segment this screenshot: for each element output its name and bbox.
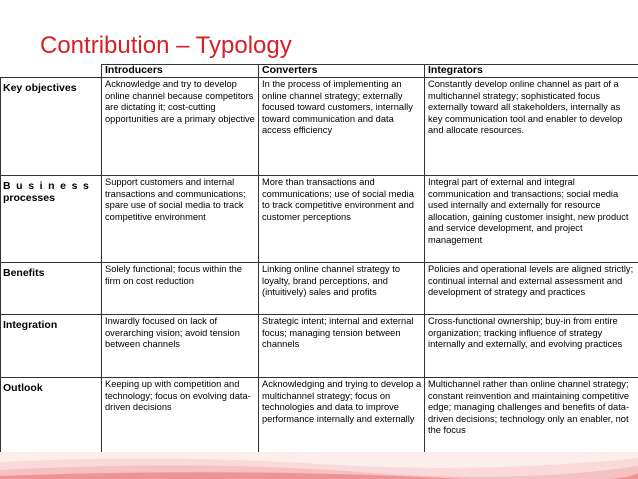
slide-title: Contribution – Typology xyxy=(40,32,292,59)
row-label-key-objectives: Key objectives xyxy=(1,78,102,176)
table-row-key-objectives xyxy=(1,78,638,176)
cell-introducers-benefits: Solely functional; focus within the firm on cost reduction xyxy=(102,263,259,315)
row-label-business-processes xyxy=(1,176,102,263)
cell-integrators-integration: Cross-functional ownership; buy-in from entire organization; tracking influence of strategy internally and externally, and evolving practices xyxy=(425,315,638,378)
row-label-benefits: Benefits xyxy=(1,263,102,315)
cell-introducers-outlook: Keeping up with competition and technology; focus on evolving data-driven decisions xyxy=(102,378,259,453)
cell-integrators-benefits: Policies and operational levels are aligned strictly; continual internal and external assessment and development of strategy and practices xyxy=(425,263,638,315)
typology-table xyxy=(0,64,638,453)
table-row-business-processes xyxy=(1,176,638,263)
row-label-line1: Business xyxy=(3,180,95,192)
cell-converters-business-processes: More than transactions and communications; use of social media to track competitive environment and customer perceptions xyxy=(259,176,425,263)
cell-introducers-integration: Inwardly focused on lack of overarching vision; avoid tension between channels xyxy=(102,315,259,378)
footer-pattern xyxy=(0,452,638,479)
row-label-line2: processes xyxy=(3,191,55,204)
table-row-outlook xyxy=(1,378,638,453)
cell-introducers-business-processes: Support customers and internal transactions and communications; spare use of social media to track competitive environment xyxy=(102,176,259,263)
cell-converters-integration: Strategic intent; internal and external focus; managing tension between channels xyxy=(259,315,425,378)
cell-converters-key-objectives: In the process of implementing an online channel strategy; externally focused toward customers, internally toward communication and data access efficiency xyxy=(259,78,425,176)
column-header-converters: Converters xyxy=(259,65,425,78)
cell-integrators-outlook: Multichannel rather than online channel strategy; constant reinvention and maintaining competitive edge; managing challenges and benefits of data-driven decisions; technology only an enabler, not the focus xyxy=(425,378,638,453)
cell-converters-outlook: Acknowledging and trying to develop a multichannel strategy; focus on technologies and data to improve performance internally and externally xyxy=(259,378,425,453)
row-label-outlook: Outlook xyxy=(1,378,102,453)
row-label-integration: Integration xyxy=(1,315,102,378)
table-row-benefits xyxy=(1,263,638,315)
decorative-footer-band xyxy=(0,452,638,479)
table-header-row xyxy=(1,65,638,78)
column-header-introducers: Introducers xyxy=(102,65,259,78)
header-corner xyxy=(1,65,102,78)
table-row-integration xyxy=(1,315,638,378)
cell-integrators-business-processes: Integral part of external and integral communication and transactions; social media used internally and externally for resource allocation, gaining customer insight, new product and service development, and project management xyxy=(425,176,638,263)
cell-converters-benefits: Linking online channel strategy to loyalty, brand perceptions, and (intuitively) sales and profits xyxy=(259,263,425,315)
cell-integrators-key-objectives: Constantly develop online channel as part of a multichannel strategy; sophisticated focus externally toward all stakeholders, internally as key communication tool and enabler to develop and allocate resources. xyxy=(425,78,638,176)
column-header-integrators: Integrators xyxy=(425,65,638,78)
cell-introducers-key-objectives: Acknowledge and try to develop online channel because competitors are dictating it; cost-cutting opportunities are a primary objective xyxy=(102,78,259,176)
